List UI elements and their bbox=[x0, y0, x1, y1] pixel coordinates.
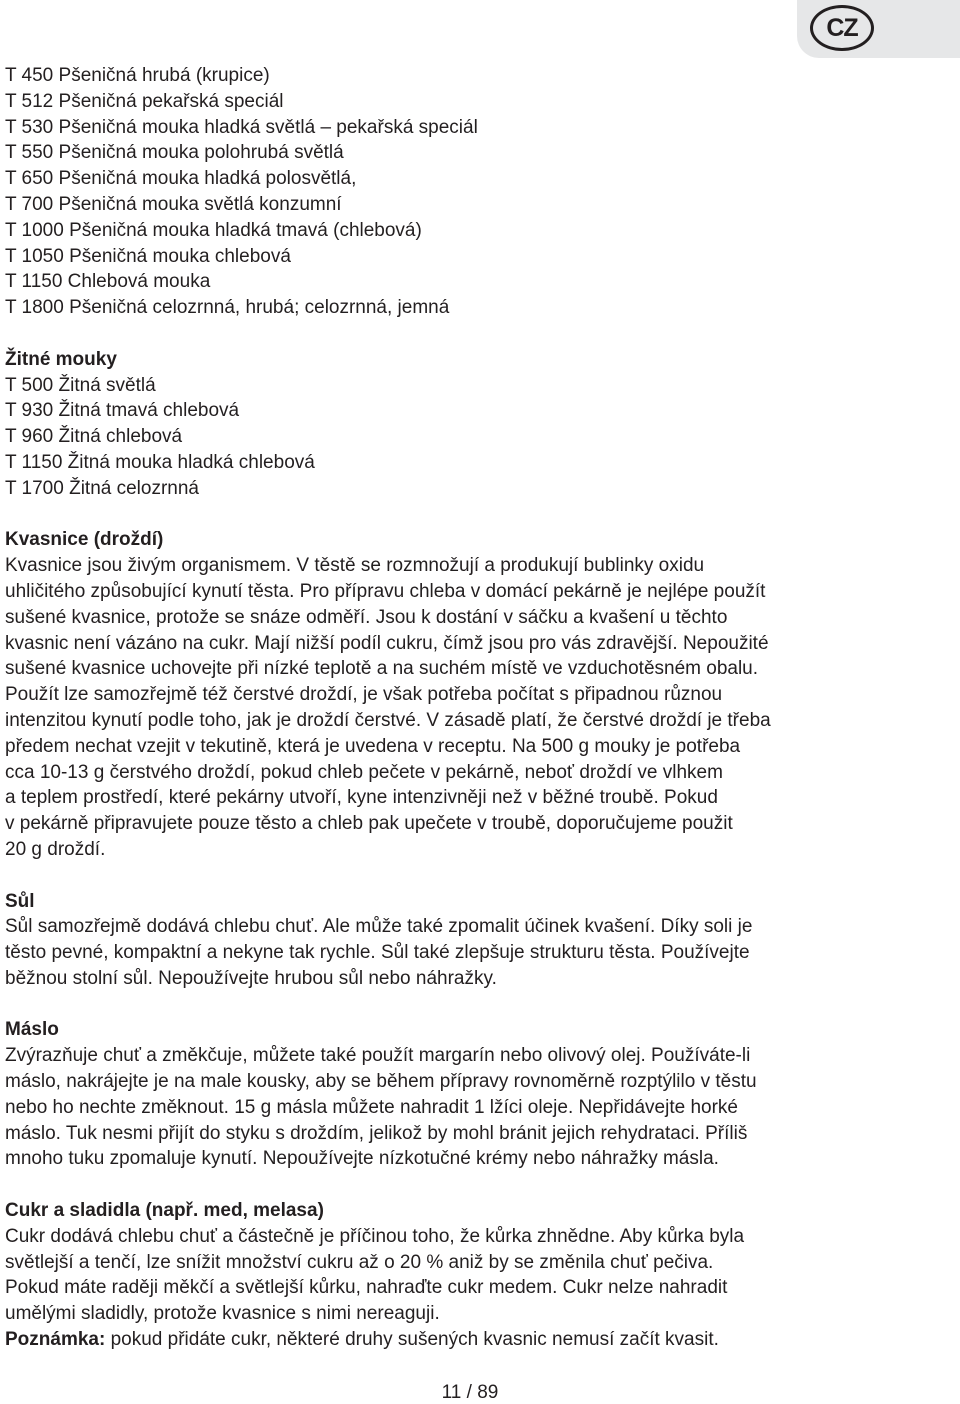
butter-text-line: máslo. Tuk nesmi přijít do styku s droždím, jelikož by mohl bránit jejich rehydrataci. Příliš bbox=[5, 1122, 748, 1144]
yeast-text-line: cca 10-13 g čerstvého droždí, pokud chleb pečete v pekárně, neboť droždí ve vlhkem bbox=[5, 761, 723, 783]
page-number: 11 / 89 bbox=[441, 1382, 499, 1403]
yeast-heading: Kvasnice (droždí) bbox=[5, 529, 164, 551]
yeast-text-line: uhličitého způsobující kynutí těsta. Pro přípravu chleba v domácí pekárně je nejlépe použít bbox=[5, 580, 766, 602]
page-content bbox=[5, 63, 955, 1353]
wheat-flour-item: T 650 Pšeničná mouka hladká polosvětlá, bbox=[5, 168, 357, 190]
butter-heading: Máslo bbox=[5, 1019, 59, 1041]
yeast-text-line: sušené kvasnice uchovejte při nízké teplotě a na suchém místě ve vzduchotěsném obalu. bbox=[5, 658, 759, 680]
butter-text-line: nebo ho nechte změknout. 15 g másla můžete nahradit 1 lžíci oleje. Nepřidávejte horké bbox=[5, 1096, 738, 1118]
rye-flour-section bbox=[5, 347, 955, 502]
yeast-text-line: Kvasnice jsou živým organismem. V těstě se rozmnožují a produkují bublinky oxidu bbox=[5, 555, 705, 577]
yeast-text-line: intenzitou kynutí podle toho, jak je droždí čerstvé. V zásadě platí, že čerstvé droždí je třeba bbox=[5, 709, 771, 731]
wheat-flour-list bbox=[5, 63, 955, 321]
note-label: Poznámka: bbox=[5, 1329, 106, 1351]
rye-heading: Žitné mouky bbox=[5, 348, 117, 370]
salt-text-line: Sůl samozřejmě dodává chlebu chuť. Ale může také zpomalit účinek kvašení. Díky soli je bbox=[5, 916, 753, 938]
wheat-flour-item: T 530 Pšeničná mouka hladká světlá – pekařská speciál bbox=[5, 116, 478, 138]
salt-section bbox=[5, 889, 955, 992]
yeast-text-line: Použít lze samozřejmě též čerstvé droždí, je však potřeba počítat s připadnou různou bbox=[5, 684, 723, 706]
salt-text-line: běžnou stolní sůl. Nepoužívejte hrubou sůl nebo náhražky. bbox=[5, 967, 497, 989]
yeast-text-line: v pekárně připravujete pouze těsto a chleb pak upečete v troubě, doporučujeme použit bbox=[5, 813, 733, 835]
sugar-text-line: Cukr dodává chlebu chuť a částečně je příčinou toho, že kůrka zhnědne. Aby kůrka byla bbox=[5, 1225, 745, 1247]
salt-heading: Sůl bbox=[5, 890, 35, 912]
wheat-flour-item: T 450 Pšeničná hrubá (krupice) bbox=[5, 65, 270, 86]
wheat-flour-item: T 1150 Chlebová mouka bbox=[5, 271, 211, 293]
wheat-flour-item: T 550 Pšeničná mouka polohrubá světlá bbox=[5, 142, 344, 164]
wheat-flour-item: T 512 Pšeničná pekařská speciál bbox=[5, 90, 284, 112]
sugar-text-line: Pokud máte raději měkčí a světlejší kůrku, nahraďte cukr medem. Cukr nelze nahradit bbox=[5, 1277, 728, 1299]
sugar-text-line: světlejší a tenčí, lze snížit množství cukru až o 20 % aniž by se změnila chuť pečiva. bbox=[5, 1251, 714, 1273]
yeast-text-line: a teplem prostředí, které pekárny utvoří, kyne intenzivněji než v běžné troubě. Pokud bbox=[5, 787, 718, 809]
butter-text-line: mnoho tuku zpomaluje kynutí. Nepoužívejte nízkotučné krémy nebo náhražky másla. bbox=[5, 1148, 719, 1170]
wheat-flour-item: T 700 Pšeničná mouka světlá konzumní bbox=[5, 193, 342, 215]
butter-section bbox=[5, 1017, 955, 1172]
wheat-flour-item: T 1800 Pšeničná celozrnná, hrubá; celozrnná, jemná bbox=[5, 297, 450, 319]
note-text: pokud přidáte cukr, některé druhy sušených kvasnic nemusí začít kvasit. bbox=[105, 1329, 719, 1351]
yeast-text-line: předem nechat vzejit v tekutině, která je uvedena v receptu. Na 500 g mouky je potřeba bbox=[5, 735, 741, 757]
sugar-heading: Cukr a sladidla (např. med, melasa) bbox=[5, 1200, 324, 1222]
yeast-text-line: kvasnic není vázáno na cukr. Mají nižší podíl cukru, čímž jsou pro vás zdravější. Nepoužité bbox=[5, 632, 769, 654]
butter-text-line: máslo, nakrájejte je na male kousky, aby se během přípravy rovnoměrně rozptýlilo v těstu bbox=[5, 1071, 757, 1093]
rye-flour-item: T 930 Žitná tmavá chlebová bbox=[5, 400, 240, 422]
rye-flour-item: T 960 Žitná chlebová bbox=[5, 426, 183, 448]
yeast-section bbox=[5, 527, 955, 862]
butter-text-line: Zvýrazňuje chuť a změkčuje, můžete také použít margarín nebo olivový olej. Používáte-li bbox=[5, 1045, 751, 1067]
salt-text-line: těsto pevné, kompaktní a nekyne tak rychle. Sůl také zlepšuje strukturu těsta. Používejte bbox=[5, 942, 750, 964]
wheat-flour-item: T 1000 Pšeničná mouka hladká tmavá (chlebová) bbox=[5, 219, 422, 241]
wheat-flour-item: T 1050 Pšeničná mouka chlebová bbox=[5, 245, 291, 267]
rye-flour-item: T 1700 Žitná celozrnná bbox=[5, 477, 199, 499]
rye-flour-item: T 1150 Žitná mouka hladká chlebová bbox=[5, 451, 315, 473]
sugar-section bbox=[5, 1198, 955, 1353]
yeast-text-line: sušené kvasnice, protože se snáze odměří. Jsou k dostání v sáčku a kvašení u těchto bbox=[5, 606, 728, 628]
rye-flour-item: T 500 Žitná světlá bbox=[5, 374, 156, 396]
language-badge: CZ bbox=[810, 5, 874, 51]
sugar-text-line: umělými sladidly, protože kvasnice s nimi nereaguji. bbox=[5, 1303, 440, 1325]
sugar-note bbox=[5, 1327, 955, 1353]
yeast-text-line: 20 g droždí. bbox=[5, 838, 106, 860]
